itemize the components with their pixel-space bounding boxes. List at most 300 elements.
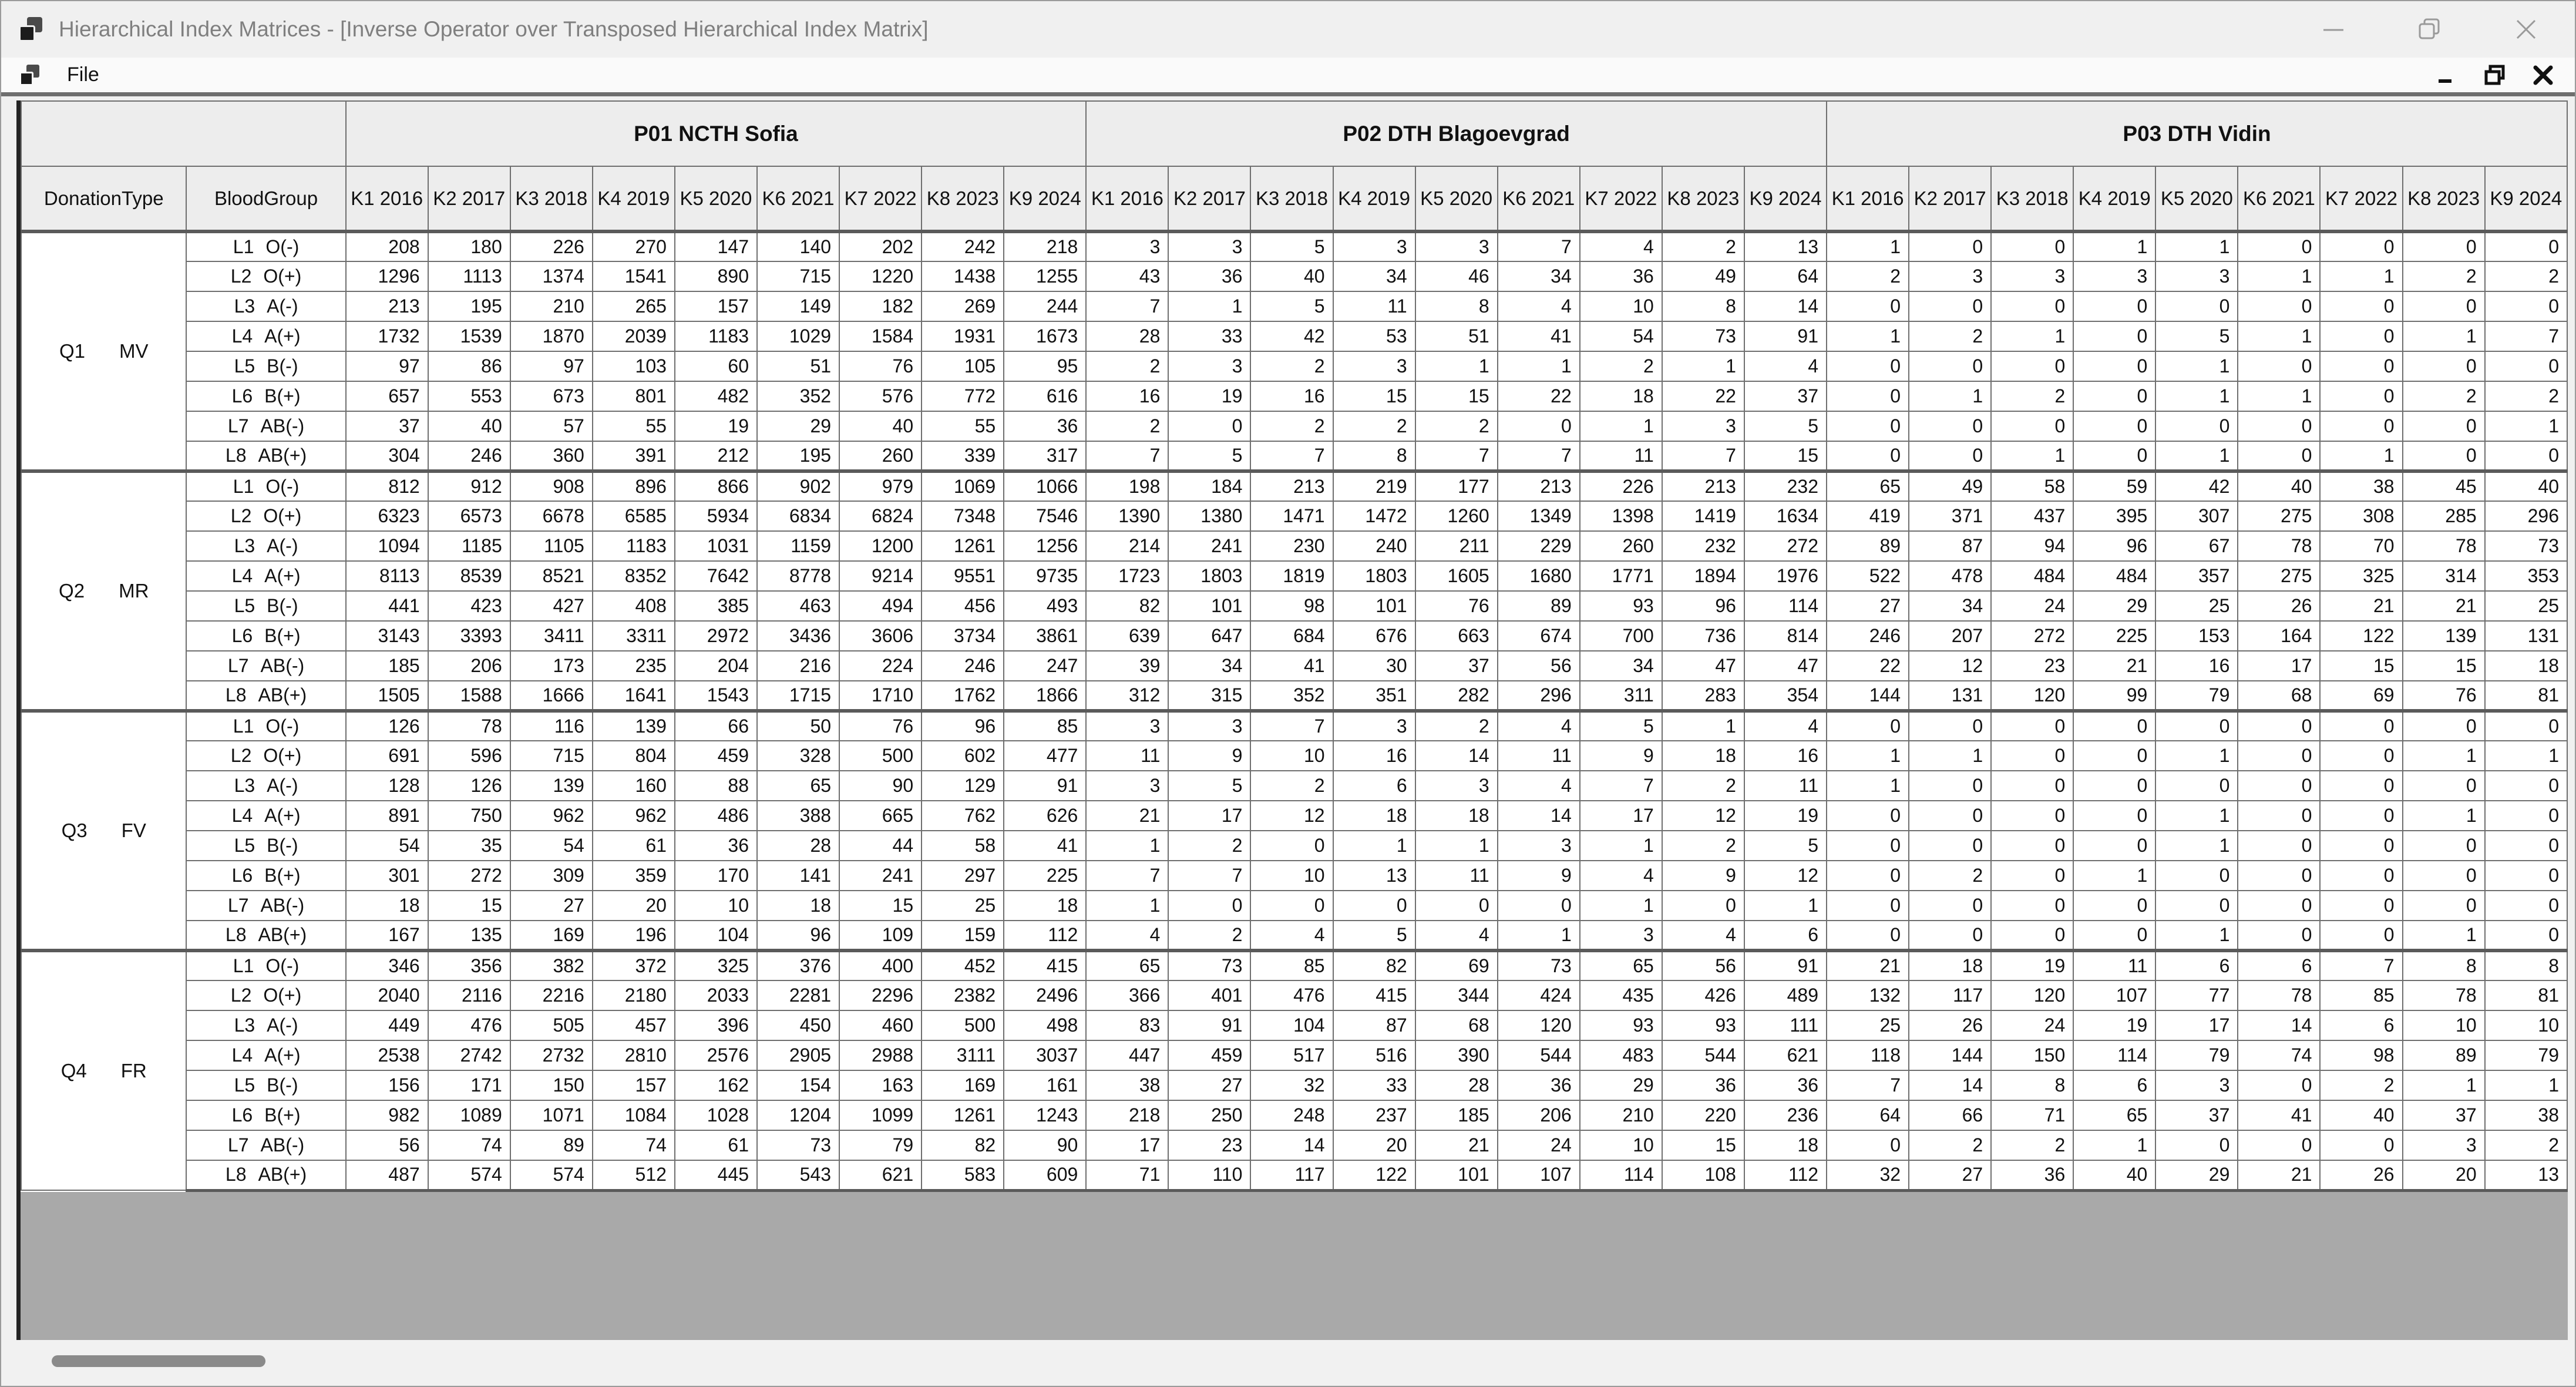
data-cell[interactable]: 1723 (1086, 561, 1168, 591)
data-cell[interactable]: 74 (428, 1130, 510, 1160)
data-cell[interactable]: 6678 (510, 501, 593, 531)
data-cell[interactable]: 15 (2403, 651, 2485, 681)
data-cell[interactable]: 3734 (922, 621, 1004, 651)
data-cell[interactable]: 382 (510, 951, 593, 980)
blood-group-cell[interactable]: L5 B(-) (186, 831, 345, 861)
data-cell[interactable]: 3111 (922, 1040, 1004, 1070)
data-cell[interactable]: 76 (2403, 681, 2485, 711)
data-cell[interactable]: 477 (1004, 741, 1086, 771)
data-cell[interactable]: 19 (1991, 951, 2073, 980)
data-cell[interactable]: 0 (1991, 771, 2073, 801)
data-cell[interactable]: 5 (1250, 231, 1333, 261)
data-cell[interactable]: 657 (346, 381, 428, 411)
data-cell[interactable]: 0 (2238, 441, 2320, 471)
data-cell[interactable]: 419 (1827, 501, 1909, 531)
data-cell[interactable]: 1 (2155, 831, 2238, 861)
data-cell[interactable]: 170 (675, 861, 757, 891)
data-cell[interactable]: 93 (1580, 591, 1662, 621)
data-cell[interactable]: 2988 (839, 1040, 922, 1070)
data-cell[interactable]: 196 (593, 921, 675, 951)
data-cell[interactable]: 476 (428, 1010, 510, 1040)
data-cell[interactable]: 83 (1086, 1010, 1168, 1040)
data-cell[interactable]: 38 (1086, 1070, 1168, 1100)
data-cell[interactable]: 4 (1250, 921, 1333, 951)
data-cell[interactable]: 0 (2073, 801, 2155, 831)
data-cell[interactable]: 89 (1827, 531, 1909, 561)
data-cell[interactable]: 93 (1580, 1010, 1662, 1040)
data-cell[interactable]: 248 (1250, 1100, 1333, 1130)
data-cell[interactable]: 7 (1250, 711, 1333, 741)
data-cell[interactable]: 1 (1086, 831, 1168, 861)
data-cell[interactable]: 621 (839, 1160, 922, 1190)
data-cell[interactable]: 17 (1168, 801, 1250, 831)
data-cell[interactable]: 184 (1168, 471, 1250, 501)
data-cell[interactable]: 10 (1580, 1130, 1662, 1160)
data-cell[interactable]: 1094 (346, 531, 428, 561)
data-cell[interactable]: 2 (1909, 861, 1991, 891)
data-cell[interactable]: 177 (1415, 471, 1498, 501)
data-cell[interactable]: 140 (757, 231, 839, 261)
data-cell[interactable]: 107 (2073, 980, 2155, 1010)
data-cell[interactable]: 78 (2238, 980, 2320, 1010)
data-cell[interactable]: 132 (1827, 980, 1909, 1010)
data-cell[interactable]: 0 (1827, 801, 1909, 831)
data-cell[interactable]: 912 (428, 471, 510, 501)
data-cell[interactable]: 77 (2155, 980, 2238, 1010)
data-cell[interactable]: 0 (1909, 801, 1991, 831)
data-cell[interactable]: 135 (428, 921, 510, 951)
data-cell[interactable]: 3037 (1004, 1040, 1086, 1070)
data-cell[interactable]: 1605 (1415, 561, 1498, 591)
data-cell[interactable]: 87 (1909, 531, 1991, 561)
data-cell[interactable]: 33 (1333, 1070, 1415, 1100)
data-cell[interactable]: 29 (1580, 1070, 1662, 1100)
data-cell[interactable]: 676 (1333, 621, 1415, 651)
data-cell[interactable]: 41 (2238, 1100, 2320, 1130)
donation-type-cell-Q4[interactable]: Q4 FR (21, 951, 186, 1190)
data-cell[interactable]: 3 (1415, 231, 1498, 261)
data-cell[interactable]: 673 (510, 381, 593, 411)
donation-type-cell-Q2[interactable]: Q2 MR (21, 471, 186, 711)
data-cell[interactable]: 0 (2485, 351, 2567, 381)
data-cell[interactable]: 4 (1498, 771, 1580, 801)
blood-group-cell[interactable]: L3 A(-) (186, 771, 345, 801)
data-cell[interactable]: 2 (1415, 711, 1498, 741)
data-cell[interactable]: 78 (2403, 980, 2485, 1010)
data-cell[interactable]: 309 (510, 861, 593, 891)
data-cell[interactable]: 1069 (922, 471, 1004, 501)
data-cell[interactable]: 162 (675, 1070, 757, 1100)
data-cell[interactable]: 3 (2073, 261, 2155, 291)
data-cell[interactable]: 43 (1086, 261, 1168, 291)
data-cell[interactable]: 237 (1333, 1100, 1415, 1130)
data-cell[interactable]: 82 (1333, 951, 1415, 980)
data-cell[interactable]: 78 (2238, 531, 2320, 561)
data-cell[interactable]: 34 (1909, 591, 1991, 621)
data-cell[interactable]: 21 (2073, 651, 2155, 681)
data-cell[interactable]: 4 (1580, 231, 1662, 261)
data-cell[interactable]: 1 (2073, 861, 2155, 891)
data-cell[interactable]: 665 (839, 801, 922, 831)
data-cell[interactable]: 691 (346, 741, 428, 771)
data-cell[interactable]: 44 (839, 831, 922, 861)
data-cell[interactable]: 15 (2320, 651, 2402, 681)
data-cell[interactable]: 3 (1086, 771, 1168, 801)
data-cell[interactable]: 107 (1498, 1160, 1580, 1190)
data-cell[interactable]: 85 (1004, 711, 1086, 741)
data-cell[interactable]: 0 (2320, 891, 2402, 921)
data-cell[interactable]: 214 (1086, 531, 1168, 561)
data-cell[interactable]: 0 (2238, 231, 2320, 261)
data-cell[interactable]: 0 (1909, 231, 1991, 261)
blood-group-cell[interactable]: L6 B(+) (186, 861, 345, 891)
data-cell[interactable]: 18 (1333, 801, 1415, 831)
data-cell[interactable]: 7 (1086, 861, 1168, 891)
data-cell[interactable]: 684 (1250, 621, 1333, 651)
data-cell[interactable]: 34 (1580, 651, 1662, 681)
data-cell[interactable]: 0 (2238, 891, 2320, 921)
data-cell[interactable]: 65 (757, 771, 839, 801)
data-cell[interactable]: 93 (1662, 1010, 1744, 1040)
child-close-icon[interactable] (2531, 63, 2555, 87)
blood-group-cell[interactable]: L3 A(-) (186, 531, 345, 561)
data-cell[interactable]: 3 (1168, 231, 1250, 261)
data-cell[interactable]: 4 (1498, 711, 1580, 741)
data-cell[interactable]: 96 (757, 921, 839, 951)
data-cell[interactable]: 89 (2403, 1040, 2485, 1070)
data-cell[interactable]: 2 (1827, 261, 1909, 291)
data-cell[interactable]: 1113 (428, 261, 510, 291)
data-cell[interactable]: 391 (593, 441, 675, 471)
data-cell[interactable]: 89 (510, 1130, 593, 1160)
data-cell[interactable]: 11 (1086, 741, 1168, 771)
data-cell[interactable]: 908 (510, 471, 593, 501)
data-cell[interactable]: 437 (1991, 501, 2073, 531)
data-cell[interactable]: 486 (675, 801, 757, 831)
data-cell[interactable]: 1296 (346, 261, 428, 291)
data-cell[interactable]: 1390 (1086, 501, 1168, 531)
data-cell[interactable]: 1 (2073, 231, 2155, 261)
data-cell[interactable]: 371 (1909, 501, 1991, 531)
data-cell[interactable]: 1 (1415, 351, 1498, 381)
data-cell[interactable]: 8 (2485, 951, 2567, 980)
data-cell[interactable]: 0 (2320, 381, 2402, 411)
data-cell[interactable]: 1028 (675, 1100, 757, 1130)
data-cell[interactable]: 21 (1827, 951, 1909, 980)
data-cell[interactable]: 78 (428, 711, 510, 741)
data-cell[interactable]: 163 (839, 1070, 922, 1100)
data-cell[interactable]: 49 (1662, 261, 1744, 291)
data-cell[interactable]: 1185 (428, 531, 510, 561)
blood-group-cell[interactable]: L2 O(+) (186, 980, 345, 1010)
data-cell[interactable]: 351 (1333, 681, 1415, 711)
data-cell[interactable]: 76 (1415, 591, 1498, 621)
data-cell[interactable]: 3 (1662, 411, 1744, 441)
data-cell[interactable]: 447 (1086, 1040, 1168, 1070)
data-cell[interactable]: 0 (2403, 891, 2485, 921)
data-cell[interactable]: 87 (1333, 1010, 1415, 1040)
data-cell[interactable]: 9 (1498, 861, 1580, 891)
data-cell[interactable]: 0 (1498, 891, 1580, 921)
data-cell[interactable]: 0 (2485, 771, 2567, 801)
data-cell[interactable]: 232 (1744, 471, 1827, 501)
data-cell[interactable]: 1159 (757, 531, 839, 561)
data-cell[interactable]: 7 (1415, 441, 1498, 471)
data-cell[interactable]: 0 (1909, 291, 1991, 321)
data-cell[interactable]: 1803 (1168, 561, 1250, 591)
data-cell[interactable]: 60 (675, 351, 757, 381)
data-cell[interactable]: 0 (2238, 771, 2320, 801)
data-cell[interactable]: 396 (675, 1010, 757, 1040)
data-cell[interactable]: 241 (1168, 531, 1250, 561)
data-cell[interactable]: 0 (2485, 711, 2567, 741)
data-cell[interactable]: 269 (922, 291, 1004, 321)
data-cell[interactable]: 10 (2485, 1010, 2567, 1040)
data-cell[interactable]: 0 (2155, 1130, 2238, 1160)
data-cell[interactable]: 207 (1909, 621, 1991, 651)
data-cell[interactable]: 128 (346, 771, 428, 801)
data-cell[interactable]: 0 (1909, 411, 1991, 441)
data-cell[interactable]: 139 (593, 711, 675, 741)
data-cell[interactable]: 69 (1415, 951, 1498, 980)
data-cell[interactable]: 120 (1991, 980, 2073, 1010)
data-cell[interactable]: 55 (922, 411, 1004, 441)
data-cell[interactable]: 0 (1827, 711, 1909, 741)
data-cell[interactable]: 118 (1827, 1040, 1909, 1070)
data-cell[interactable]: 24 (1991, 1010, 2073, 1040)
data-cell[interactable]: 2 (1086, 411, 1168, 441)
data-cell[interactable]: 1 (1991, 441, 2073, 471)
data-cell[interactable]: 4 (1662, 921, 1744, 951)
data-cell[interactable]: 1 (2155, 231, 2238, 261)
data-cell[interactable]: 0 (2403, 771, 2485, 801)
data-cell[interactable]: 56 (1498, 651, 1580, 681)
data-cell[interactable]: 1 (2155, 441, 2238, 471)
data-cell[interactable]: 308 (2320, 501, 2402, 531)
data-cell[interactable]: 1089 (428, 1100, 510, 1130)
data-cell[interactable]: 962 (593, 801, 675, 831)
data-cell[interactable]: 210 (510, 291, 593, 321)
data-cell[interactable]: 17 (2155, 1010, 2238, 1040)
data-cell[interactable]: 26 (1909, 1010, 1991, 1040)
data-cell[interactable]: 0 (2073, 771, 2155, 801)
data-cell[interactable]: 272 (1744, 531, 1827, 561)
data-cell[interactable]: 415 (1333, 980, 1415, 1010)
data-cell[interactable]: 700 (1580, 621, 1662, 651)
data-cell[interactable]: 1 (2403, 321, 2485, 351)
data-cell[interactable]: 6 (1333, 771, 1415, 801)
data-cell[interactable]: 544 (1498, 1040, 1580, 1070)
data-cell[interactable]: 71 (1086, 1160, 1168, 1190)
data-cell[interactable]: 415 (1004, 951, 1086, 980)
data-cell[interactable]: 78 (2403, 531, 2485, 561)
data-cell[interactable]: 73 (1662, 321, 1744, 351)
data-cell[interactable]: 2216 (510, 980, 593, 1010)
data-cell[interactable]: 212 (675, 441, 757, 471)
data-cell[interactable]: 314 (2403, 561, 2485, 591)
data-cell[interactable]: 54 (510, 831, 593, 861)
data-cell[interactable]: 1803 (1333, 561, 1415, 591)
data-cell[interactable]: 260 (1580, 531, 1662, 561)
data-cell[interactable]: 26 (2238, 591, 2320, 621)
data-cell[interactable]: 3 (2155, 1070, 2238, 1100)
data-cell[interactable]: 1398 (1580, 501, 1662, 531)
data-cell[interactable]: 1894 (1662, 561, 1744, 591)
data-cell[interactable]: 0 (2320, 741, 2402, 771)
data-cell[interactable]: 36 (1580, 261, 1662, 291)
data-cell[interactable]: 112 (1744, 1160, 1827, 1190)
data-cell[interactable]: 56 (346, 1130, 428, 1160)
data-cell[interactable]: 232 (1662, 531, 1744, 561)
data-cell[interactable]: 7 (1168, 861, 1250, 891)
data-cell[interactable]: 182 (839, 291, 922, 321)
data-cell[interactable]: 21 (2238, 1160, 2320, 1190)
data-cell[interactable]: 315 (1168, 681, 1250, 711)
data-cell[interactable]: 8352 (593, 561, 675, 591)
data-cell[interactable]: 1 (1580, 891, 1662, 921)
data-cell[interactable]: 360 (510, 441, 593, 471)
data-cell[interactable]: 6 (2073, 1070, 2155, 1100)
data-cell[interactable]: 29 (2155, 1160, 2238, 1190)
data-cell[interactable]: 250 (1168, 1100, 1250, 1130)
blood-group-cell[interactable]: L4 A(+) (186, 321, 345, 351)
data-cell[interactable]: 37 (2403, 1100, 2485, 1130)
data-cell[interactable]: 30 (1333, 651, 1415, 681)
data-cell[interactable]: 122 (2320, 621, 2402, 651)
data-cell[interactable]: 74 (593, 1130, 675, 1160)
data-cell[interactable]: 2538 (346, 1040, 428, 1070)
data-cell[interactable]: 0 (2073, 351, 2155, 381)
data-cell[interactable]: 2 (1168, 831, 1250, 861)
data-cell[interactable]: 750 (428, 801, 510, 831)
data-cell[interactable]: 0 (2320, 771, 2402, 801)
data-cell[interactable]: 814 (1744, 621, 1827, 651)
data-cell[interactable]: 67 (2155, 531, 2238, 561)
blood-group-cell[interactable]: L7 AB(-) (186, 1130, 345, 1160)
data-cell[interactable]: 224 (839, 651, 922, 681)
data-cell[interactable]: 0 (1827, 1130, 1909, 1160)
data-cell[interactable]: 282 (1415, 681, 1498, 711)
data-cell[interactable]: 5 (2155, 321, 2238, 351)
data-cell[interactable]: 0 (2320, 231, 2402, 261)
data-cell[interactable]: 0 (2155, 891, 2238, 921)
data-cell[interactable]: 6 (1744, 921, 1827, 951)
data-cell[interactable]: 3606 (839, 621, 922, 651)
data-cell[interactable]: 167 (346, 921, 428, 951)
data-cell[interactable]: 116 (510, 711, 593, 741)
data-cell[interactable]: 500 (922, 1010, 1004, 1040)
data-cell[interactable]: 0 (2238, 1070, 2320, 1100)
data-cell[interactable]: 1 (2485, 411, 2567, 441)
data-cell[interactable]: 352 (1250, 681, 1333, 711)
data-cell[interactable]: 14 (1498, 801, 1580, 831)
data-cell[interactable]: 25 (2485, 591, 2567, 621)
data-cell[interactable]: 715 (757, 261, 839, 291)
data-cell[interactable]: 79 (2485, 1040, 2567, 1070)
data-cell[interactable]: 50 (757, 711, 839, 741)
data-cell[interactable]: 18 (1909, 951, 1991, 980)
data-cell[interactable]: 0 (2320, 291, 2402, 321)
data-cell[interactable]: 424 (1498, 980, 1580, 1010)
data-cell[interactable]: 202 (839, 231, 922, 261)
data-cell[interactable]: 2 (1333, 411, 1415, 441)
data-cell[interactable]: 8521 (510, 561, 593, 591)
data-cell[interactable]: 325 (675, 951, 757, 980)
data-cell[interactable]: 1261 (922, 531, 1004, 561)
data-cell[interactable]: 40 (839, 411, 922, 441)
data-cell[interactable]: 2 (1580, 351, 1662, 381)
data-cell[interactable]: 1243 (1004, 1100, 1086, 1130)
data-cell[interactable]: 16 (2155, 651, 2238, 681)
data-cell[interactable]: 213 (346, 291, 428, 321)
data-cell[interactable]: 0 (2403, 831, 2485, 861)
data-cell[interactable]: 40 (2320, 1100, 2402, 1130)
data-cell[interactable]: 0 (2485, 921, 2567, 951)
data-cell[interactable]: 120 (1498, 1010, 1580, 1040)
data-cell[interactable]: 1680 (1498, 561, 1580, 591)
data-cell[interactable]: 131 (1909, 681, 1991, 711)
data-cell[interactable]: 28 (1086, 321, 1168, 351)
data-cell[interactable]: 32 (1250, 1070, 1333, 1100)
data-cell[interactable]: 0 (2320, 1130, 2402, 1160)
data-cell[interactable]: 2 (2403, 381, 2485, 411)
data-cell[interactable]: 218 (1004, 231, 1086, 261)
data-cell[interactable]: 8 (1333, 441, 1415, 471)
data-cell[interactable]: 12 (1662, 801, 1744, 831)
data-cell[interactable]: 1 (1662, 711, 1744, 741)
data-cell[interactable]: 110 (1168, 1160, 1250, 1190)
data-cell[interactable]: 0 (1662, 891, 1744, 921)
data-cell[interactable]: 19 (1168, 381, 1250, 411)
data-cell[interactable]: 325 (2320, 561, 2402, 591)
data-cell[interactable]: 0 (1827, 861, 1909, 891)
blood-group-cell[interactable]: L6 B(+) (186, 381, 345, 411)
data-cell[interactable]: 14 (1415, 741, 1498, 771)
data-cell[interactable]: 99 (2073, 681, 2155, 711)
data-cell[interactable]: 1732 (346, 321, 428, 351)
data-cell[interactable]: 24 (1991, 591, 2073, 621)
data-cell[interactable]: 663 (1415, 621, 1498, 651)
data-cell[interactable]: 69 (2320, 681, 2402, 711)
data-cell[interactable]: 195 (428, 291, 510, 321)
data-cell[interactable]: 0 (2238, 1130, 2320, 1160)
data-cell[interactable]: 104 (675, 921, 757, 951)
blood-group-cell[interactable]: L6 B(+) (186, 621, 345, 651)
menu-item-file[interactable]: File (67, 63, 99, 86)
data-cell[interactable]: 2 (1991, 1130, 2073, 1160)
data-cell[interactable]: 1 (1333, 831, 1415, 861)
data-cell[interactable]: 0 (2073, 831, 2155, 861)
data-cell[interactable]: 21 (1415, 1130, 1498, 1160)
data-cell[interactable]: 356 (428, 951, 510, 980)
data-cell[interactable]: 2576 (675, 1040, 757, 1070)
data-cell[interactable]: 40 (2073, 1160, 2155, 1190)
data-cell[interactable]: 73 (1168, 951, 1250, 980)
data-cell[interactable]: 484 (2073, 561, 2155, 591)
data-cell[interactable]: 7 (1250, 441, 1333, 471)
data-cell[interactable]: 104 (1250, 1010, 1333, 1040)
data-cell[interactable]: 141 (757, 861, 839, 891)
data-cell[interactable]: 772 (922, 381, 1004, 411)
data-cell[interactable]: 225 (2073, 621, 2155, 651)
data-cell[interactable]: 1870 (510, 321, 593, 351)
data-cell[interactable]: 265 (593, 291, 675, 321)
data-cell[interactable]: 0 (2320, 321, 2402, 351)
data-cell[interactable]: 150 (510, 1070, 593, 1100)
data-cell[interactable]: 15 (1415, 381, 1498, 411)
data-cell[interactable]: 226 (510, 231, 593, 261)
data-cell[interactable]: 149 (757, 291, 839, 321)
